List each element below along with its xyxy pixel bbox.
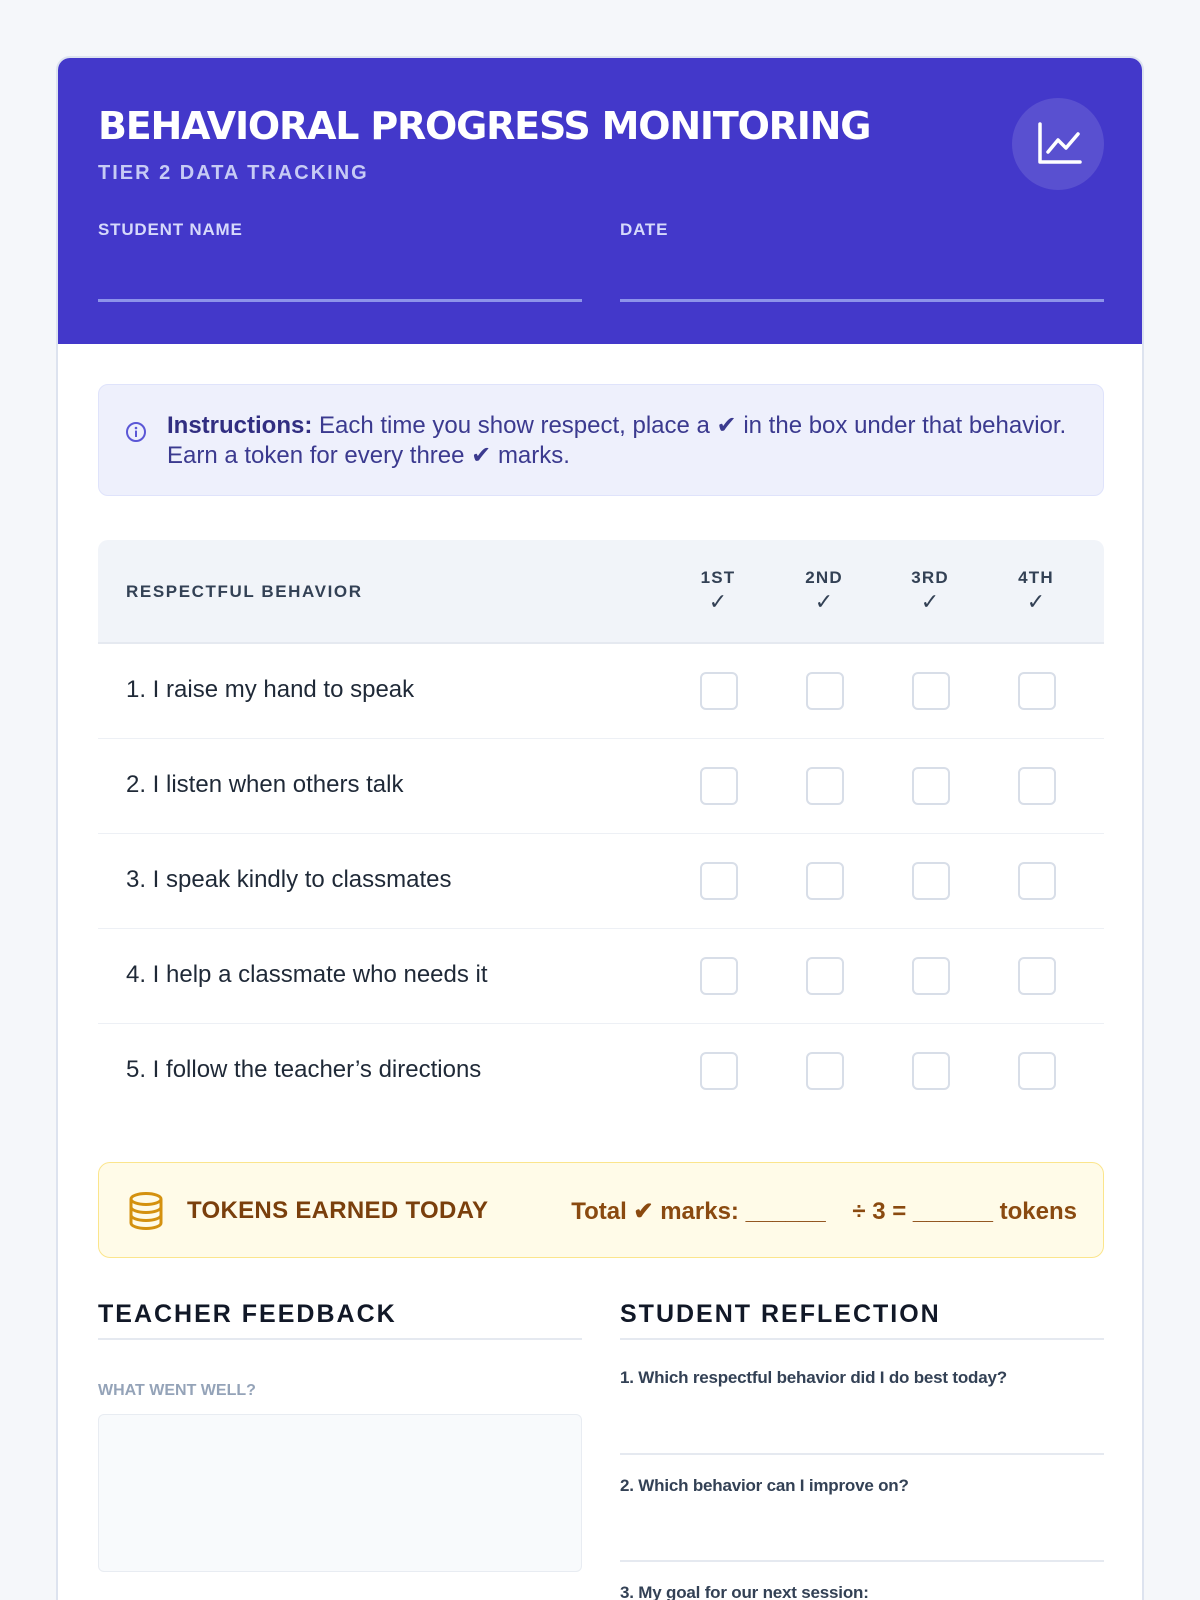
table-row bbox=[98, 834, 1104, 929]
column-label: 2ND bbox=[805, 568, 843, 587]
behavior-label: 3. I speak kindly to classmates bbox=[126, 866, 452, 893]
checkbox-2nd[interactable] bbox=[806, 672, 844, 710]
checkbox-2nd[interactable] bbox=[806, 862, 844, 900]
behavior-label: 1. I raise my hand to speak bbox=[126, 676, 415, 703]
checkbox-3rd[interactable] bbox=[912, 767, 950, 805]
student-reflection-title: STUDENT REFLECTION bbox=[620, 1300, 941, 1328]
page-subtitle: TIER 2 DATA TRACKING bbox=[98, 162, 369, 184]
checkbox-1st[interactable] bbox=[700, 672, 738, 710]
table-row bbox=[98, 644, 1104, 739]
date-label: DATE bbox=[620, 220, 669, 239]
column-label: 4TH bbox=[1018, 568, 1054, 587]
student-reflection-divider bbox=[620, 1338, 1104, 1340]
checkbox-2nd[interactable] bbox=[806, 767, 844, 805]
reflection-answer-line[interactable] bbox=[620, 1560, 1104, 1562]
checkbox-3rd[interactable] bbox=[912, 1052, 950, 1090]
checkbox-4th[interactable] bbox=[1018, 767, 1056, 805]
behavior-table bbox=[98, 540, 1104, 1119]
checkbox-3rd[interactable] bbox=[912, 862, 950, 900]
checkbox-4th[interactable] bbox=[1018, 957, 1056, 995]
tokens-formula: Total ✔ marks: ______ ÷ 3 = ______ tokens bbox=[571, 1198, 1077, 1225]
info-icon bbox=[125, 421, 147, 443]
checkmark-icon: ✓ bbox=[1026, 589, 1046, 614]
date-underline bbox=[620, 299, 1104, 302]
reflection-question: 2. Which behavior can I improve on? bbox=[620, 1476, 909, 1495]
header-banner bbox=[58, 58, 1144, 344]
checkbox-4th[interactable] bbox=[1018, 672, 1056, 710]
behavior-label: 2. I listen when others talk bbox=[126, 771, 404, 798]
checkbox-1st[interactable] bbox=[700, 767, 738, 805]
student-name-underline bbox=[98, 299, 582, 302]
teacher-feedback-textarea[interactable] bbox=[98, 1414, 582, 1572]
tokens-panel bbox=[98, 1162, 1104, 1258]
what-went-well-label: WHAT WENT WELL? bbox=[98, 1382, 256, 1399]
checkbox-2nd[interactable] bbox=[806, 957, 844, 995]
column-header-1st bbox=[688, 568, 748, 614]
student-name-label: STUDENT NAME bbox=[98, 220, 243, 239]
chart-badge bbox=[1012, 98, 1104, 190]
reflection-question: 3. My goal for our next session: bbox=[620, 1583, 869, 1600]
column-header-4th bbox=[1006, 568, 1066, 614]
checkbox-4th[interactable] bbox=[1018, 1052, 1056, 1090]
coins-icon bbox=[127, 1191, 165, 1231]
checkmark-icon: ✓ bbox=[814, 589, 834, 614]
tracking-sheet bbox=[56, 56, 1144, 1600]
page-title: BEHAVIORAL PROGRESS MONITORING bbox=[98, 104, 871, 148]
tokens-label: TOKENS EARNED TODAY bbox=[187, 1197, 489, 1224]
checkmark-icon: ✓ bbox=[920, 589, 940, 614]
reflection-answer-line[interactable] bbox=[620, 1453, 1104, 1455]
behavior-column-header: RESPECTFUL BEHAVIOR bbox=[126, 582, 363, 601]
table-row bbox=[98, 1024, 1104, 1119]
instructions-bold: Instructions: bbox=[167, 412, 313, 439]
table-row bbox=[98, 929, 1104, 1024]
checkbox-2nd[interactable] bbox=[806, 1052, 844, 1090]
checkbox-3rd[interactable] bbox=[912, 957, 950, 995]
column-header-3rd bbox=[900, 568, 960, 614]
teacher-feedback-divider bbox=[98, 1338, 582, 1340]
table-row bbox=[98, 739, 1104, 834]
checkbox-4th[interactable] bbox=[1018, 862, 1056, 900]
instructions-panel bbox=[98, 384, 1104, 496]
line-chart-icon bbox=[1036, 120, 1082, 166]
column-header-2nd bbox=[794, 568, 854, 614]
reflection-question: 1. Which respectful behavior did I do best today? bbox=[620, 1368, 1007, 1387]
instructions-body: Each time you show respect, place a ✔ in the box under that behavior. Earn a token for every three ✔ marks. bbox=[167, 412, 1067, 469]
checkbox-1st[interactable] bbox=[700, 957, 738, 995]
teacher-feedback-title: TEACHER FEEDBACK bbox=[98, 1300, 397, 1328]
checkbox-1st[interactable] bbox=[700, 1052, 738, 1090]
column-label: 3RD bbox=[911, 568, 949, 587]
student-name-field[interactable] bbox=[98, 248, 582, 298]
checkbox-3rd[interactable] bbox=[912, 672, 950, 710]
table-header bbox=[98, 540, 1104, 644]
instructions-text bbox=[167, 411, 1067, 471]
checkbox-1st[interactable] bbox=[700, 862, 738, 900]
date-field[interactable] bbox=[620, 248, 1104, 298]
behavior-label: 5. I follow the teacher’s directions bbox=[126, 1056, 482, 1083]
column-label: 1ST bbox=[700, 568, 736, 587]
behavior-label: 4. I help a classmate who needs it bbox=[126, 961, 488, 988]
checkmark-icon: ✓ bbox=[708, 589, 728, 614]
